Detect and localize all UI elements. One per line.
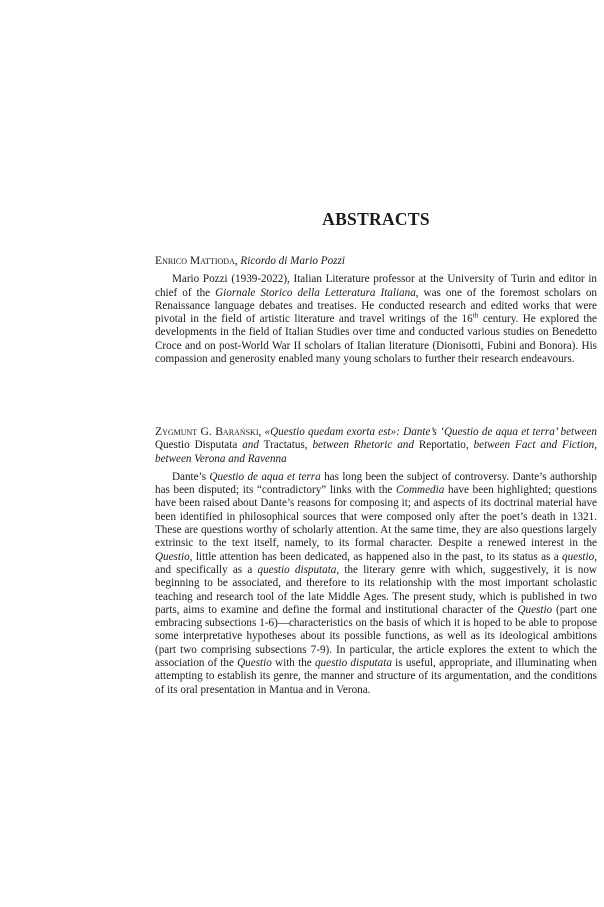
entry-title: Questio Disputata [155, 439, 243, 452]
abstract-text: , the literary genre with which, suggestively, it is now beginning to be associated, and therefore to its relationship with the most important scholastic teaching and research tool of the late Middle Ages. The present study, which is published in two parts, aims to examine and define the formal and institutional character of the [155, 563, 597, 616]
entry-title: and [242, 439, 259, 452]
entry-abstract [155, 273, 597, 366]
entry-heading: Zygmunt G. Barański, «Questio quedam exorta est»: Dante’s ‘Questio de aqua et terra’ between Questio Disputata and Tractatus, between Rhetoric and Reportatio, between Fact and Fiction, between Verona and Ravenna [155, 425, 597, 465]
abstract-italic: questio disputata [257, 563, 337, 576]
entry-title: between Rhetoric and [312, 439, 414, 452]
abstract-text: , and specifically as a [155, 550, 597, 576]
abstract-text: century. He explored the developments in the field of Italian Studies over time and conducted various studies on Benedetto Croce and on post-World War II scholars of Italian literature (Dionisotti, Fubini and Bonora). His compassion and generosity enabled many young scholars to further their research endeavours. [155, 313, 597, 366]
abstract-italic: questio disputata [314, 657, 392, 670]
abstract-text: have been highlighted; questions have been raised about Dante’s reasons for composing it; and aspects of its doctrinal material have been identified in philosophical sources that were composed only after the poet’s death in 1321. These are questions worthy of scholarly attention. At the same time, they are also questions largely extrinsic to the text itself, namely, to its formal character. Despite a renewed interest in the [155, 484, 597, 550]
abstract-italic: Giornale Storico della Letteratura Italiana [215, 286, 416, 299]
abstract-italic: questio [562, 550, 595, 563]
abstract-italic: Questio [517, 603, 553, 616]
entry-title: Reportatio, [413, 439, 474, 452]
abstract-italic: Questio [237, 657, 272, 670]
abstract-text: Mario Pozzi (1939-2022), Italian Literature professor at the University of Turin and editor in chief of the [155, 273, 597, 299]
page-title: ABSTRACTS [322, 209, 430, 229]
abstract-text: Dante’s [172, 470, 210, 483]
entry-title: Tractatus, [258, 439, 313, 452]
entry-heading: Enrico Mattioda, Ricordo di Mario Pozzi [155, 254, 345, 267]
abstract-text: has long been the subject of controversy. Dante’s authorship has been disputed; its “contradictory” links with the [155, 470, 597, 497]
entry-title: between Fact and Fiction, between Verona and Ravenna [155, 439, 597, 465]
abstract-italic: Questio de aqua et terra [209, 470, 321, 483]
entry-author: Enrico Mattioda [155, 254, 235, 267]
entry-title: Ricordo di Mario Pozzi [240, 255, 345, 267]
abstract-text: with the [271, 657, 315, 670]
abstract-entry-1 [155, 254, 597, 366]
abstract-italic: Questio [155, 550, 190, 563]
abstract-entry-2 [155, 425, 597, 697]
entry-author: Zygmunt G. Barański [155, 425, 259, 438]
entry-title: «Questio quedam exorta est»: Dante’s ‘Questio de aqua et terra’ between [264, 426, 597, 438]
abstract-italic: Commedia [396, 484, 445, 497]
entry-abstract [155, 471, 597, 697]
abstract-text: , was one of the foremost scholars on Renaissance language debates and treatises. He conducted research and edited works that were pivotal in the field of artistic literature and travel writings of the 16 [155, 286, 597, 326]
abstract-text: , little attention has been dedicated, as happened also in the past, to its status as a [189, 550, 563, 563]
abstract-superscript: th [472, 310, 479, 320]
abstract-text: is useful, appropriate, and illuminating when attempting to establish its genre, the manner and structure of its argumentation, and the conditions of its oral presentation in Mantua and in Verona. [155, 657, 598, 696]
abstract-text: (part one embracing subsections 1-6)—characteristics on the basis of which it is hoped to be able to propose some interpretative hypotheses about its possible functions, as well as its ideological ambitions (part two comprising subsections 7-9). In particular, the article explores the extent to which the association of the [155, 603, 597, 670]
